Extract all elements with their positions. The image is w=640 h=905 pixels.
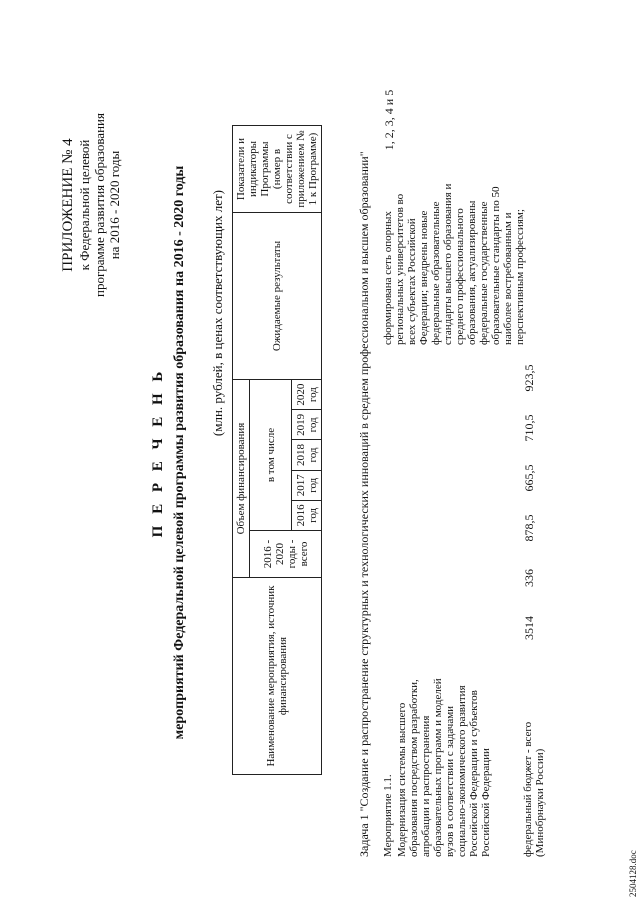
- measure-results: сформирована сеть опорных региональных университетов во всех субъектах Российской Федерации; внедрены новые федеральные образовательные стандарты высшего образования и среднего профессионального образования, актуализированы федеральные государственные образовательные стандарты по 50 наиболее востребованным и перспективным профессиям;: [382, 183, 526, 345]
- annex-line: на 2016 - 2020 годы: [107, 150, 122, 260]
- annex-line: к Федеральной целевой: [77, 139, 92, 271]
- header-funding: Объем финансирования: [233, 380, 250, 578]
- document-subtitle: мероприятий Федеральной целевой программы развития образования на 2016 - 2020 годы: [172, 165, 187, 740]
- document-id: 2504128.doc: [628, 850, 638, 897]
- annex-title: ПРИЛОЖЕНИЕ № 4: [60, 138, 76, 272]
- budget-2016: 336: [522, 569, 536, 587]
- header-year-2017: 2017 год: [292, 470, 322, 500]
- budget-2019: 710,5: [522, 414, 536, 442]
- budget-label: федеральный бюджет - всего (Минобрнауки России): [522, 721, 546, 857]
- annex-line: программе развития образования: [92, 113, 107, 297]
- budget-2017: 878,5: [522, 514, 536, 542]
- header-indicators: Показатели и индикаторы Программы (номер в соответствии с приложением № 1 к Программе): [233, 126, 322, 213]
- measure-text: Модернизация системы высшего образования посредством разработки, апробации и распространения образовательных программ и моделей вузов в соответствии с задачами социально-экономического развития Российской Федерации и субъектов Российской Федерации: [396, 678, 492, 857]
- header-year-2016: 2016 год: [292, 500, 322, 530]
- header-table: [232, 125, 322, 775]
- annex-block: [60, 55, 122, 355]
- header-name: Наименование мероприятия, источник финансирования: [233, 578, 322, 775]
- header-including: в том числе: [250, 380, 292, 531]
- measure-title: Мероприятие 1.1.: [382, 774, 394, 857]
- budget-2018: 665,5: [522, 464, 536, 492]
- budget-total: 3514: [522, 616, 536, 640]
- document-title: П Е Р Е Ч Е Н Ь: [150, 367, 166, 538]
- header-year-2019: 2019 год: [292, 410, 322, 440]
- measure-indicators: 1, 2, 3, 4 и 5: [382, 89, 396, 151]
- header-year-2018: 2018 год: [292, 440, 322, 470]
- header-total: 2016 - 2020 годы - всего: [250, 531, 322, 578]
- header-results: Ожидаемые результаты: [233, 213, 322, 380]
- task-heading: Задача 1 "Создание и распространение структурных и технологических инноваций в среднем профессиональном и высшем образовании": [357, 151, 371, 857]
- units-note: (млн. рублей, в ценах соответствующих лет): [210, 190, 225, 437]
- budget-2020: 923,5: [522, 364, 536, 392]
- header-year-2020: 2020 год: [292, 380, 322, 410]
